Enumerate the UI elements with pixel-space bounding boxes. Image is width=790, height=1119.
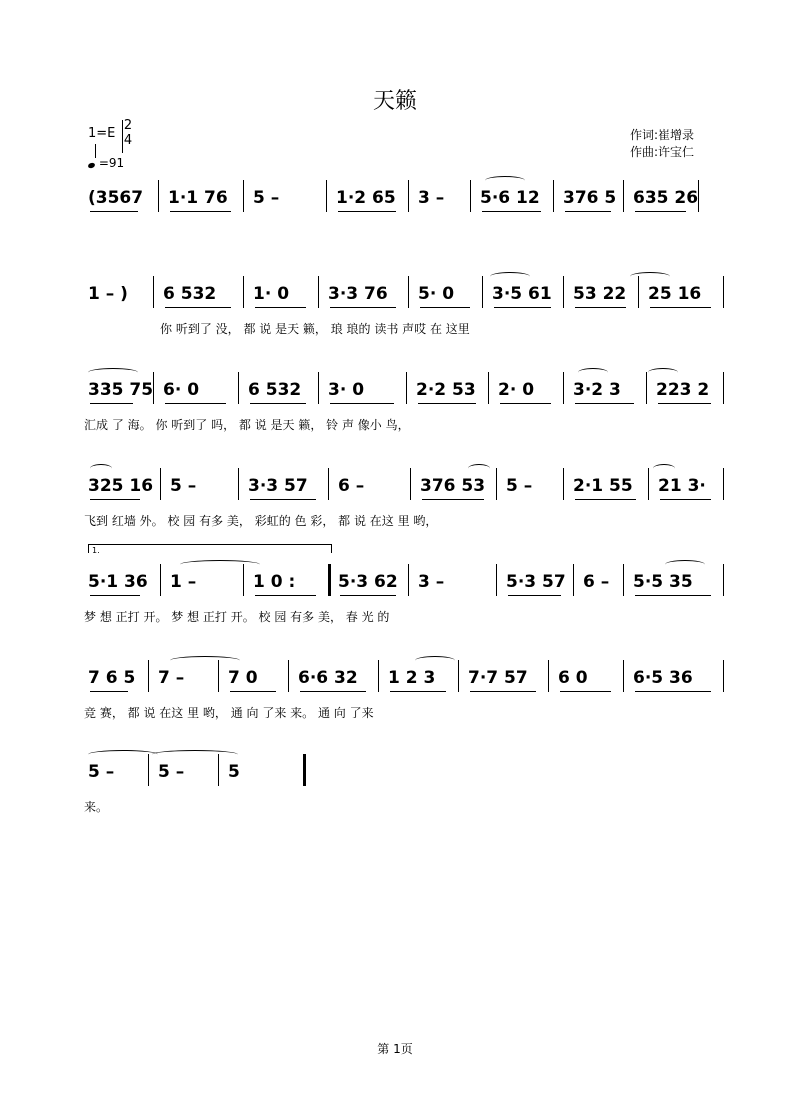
measure-notes: 3· 0 (328, 380, 365, 400)
notation-line (0, 658, 790, 698)
measure-notes: 1 – ) (88, 284, 128, 304)
lyrics-line: 飞到 红墙 外。 校 园 有多 美， 彩虹的 色 彩， 都 说 在这 里 哟， (84, 514, 438, 528)
beam-line (90, 691, 128, 692)
barline (496, 564, 497, 596)
measure-notes: 6 – (338, 476, 365, 496)
tie-slur (468, 464, 490, 473)
barline (563, 372, 564, 404)
barline (723, 276, 724, 308)
beam-line (635, 211, 686, 212)
measure-notes: 5·6 12 (480, 188, 540, 208)
tie-slur (152, 750, 238, 759)
barline (238, 372, 239, 404)
barline (470, 180, 471, 212)
barline (243, 180, 244, 212)
tie-slur (665, 560, 705, 569)
barline (238, 468, 239, 500)
measure-notes: 3·3 57 (248, 476, 308, 496)
barline (723, 372, 724, 404)
beam-line (165, 403, 226, 404)
score-row (0, 274, 790, 370)
measure-notes: 7·7 57 (468, 668, 528, 688)
score-row (0, 466, 790, 562)
time-signature (121, 118, 135, 148)
beam-line (250, 499, 316, 500)
barline (153, 276, 154, 308)
barline (318, 276, 319, 308)
barline (158, 180, 159, 212)
measure-notes: 1·1 76 (168, 188, 228, 208)
measure-notes: 5 – (88, 762, 115, 782)
barline (160, 564, 161, 596)
measure-notes: 21 3· (658, 476, 706, 496)
beam-line (508, 595, 561, 596)
beam-line (494, 307, 551, 308)
beam-line (338, 211, 396, 212)
tempo-value: =91 (98, 156, 125, 170)
barline (160, 468, 161, 500)
barline (326, 180, 327, 212)
beam-line (635, 595, 711, 596)
composer: 作曲:许宝仁 (630, 145, 695, 159)
measure-notes: 6 532 (248, 380, 302, 400)
tie-slur (578, 368, 608, 377)
measure-notes: 5 – (170, 476, 197, 496)
beam-line (90, 211, 138, 212)
barline (648, 468, 649, 500)
beam-line (482, 211, 541, 212)
measure-notes: 5·1 36 (88, 572, 148, 592)
page-footer: 第 1页 (377, 1042, 413, 1056)
volta-label: 1. (92, 546, 100, 555)
lyrics-line: 竞 赛， 都 说 在这 里 哟， 通 向 了来 来。 通 向 了来 (84, 706, 374, 720)
measure-notes: 1 0 : (253, 572, 296, 592)
tie-slur (170, 656, 240, 665)
barline (328, 468, 329, 500)
barline (698, 180, 699, 212)
tie-slur (88, 368, 138, 377)
measure-notes: 3·2 3 (573, 380, 621, 400)
beam-line (635, 691, 711, 692)
double-barline (328, 564, 331, 596)
beam-line (330, 307, 396, 308)
measure-notes: 6 – (583, 572, 610, 592)
measure-notes: 5·3 57 (506, 572, 566, 592)
beam-line (90, 595, 140, 596)
beam-line (250, 403, 306, 404)
barline (288, 660, 289, 692)
tie-slur (630, 272, 670, 281)
tie-slur (180, 560, 260, 569)
measure-notes: 3·5 61 (492, 284, 552, 304)
score-row (0, 178, 790, 274)
measure-notes: 376 53 (420, 476, 486, 496)
barline (496, 468, 497, 500)
beam-line (420, 307, 470, 308)
barline (488, 372, 489, 404)
beam-line (390, 691, 446, 692)
measure-notes: 6 532 (163, 284, 217, 304)
barline (458, 660, 459, 692)
lyrics-line: 梦 想 正打 开。 梦 想 正打 开。 校 园 有多 美， 春 光 的 (84, 610, 390, 624)
barline (408, 564, 409, 596)
barline (408, 276, 409, 308)
barline (723, 468, 724, 500)
measure-notes: 53 22 (573, 284, 627, 304)
beam-line (560, 691, 611, 692)
measure-notes: 2·1 55 (573, 476, 633, 496)
measure-notes: 1 – (170, 572, 197, 592)
beam-line (422, 499, 484, 500)
measure-notes: 5 – (253, 188, 280, 208)
beam-line (90, 499, 140, 500)
beam-line (575, 499, 636, 500)
barline (153, 372, 154, 404)
time-signature-top: 2 (123, 118, 133, 133)
beam-line (255, 595, 316, 596)
barline (573, 564, 574, 596)
lyrics-line: 你 听到了 没， 都 说 是天 籁， 琅 琅的 读书 声哎 在 这里 (160, 322, 470, 336)
score-row (0, 370, 790, 466)
barline (623, 180, 624, 212)
barline (410, 468, 411, 500)
barline (646, 372, 647, 404)
credits (630, 127, 694, 161)
measure-notes: 3·3 76 (328, 284, 388, 304)
lyrics-line: 来。 (84, 800, 109, 814)
beam-line (658, 403, 711, 404)
tempo-marking (88, 156, 124, 170)
beam-line (575, 307, 626, 308)
measure-notes: 6 0 (558, 668, 588, 688)
quarter-note-icon (87, 162, 95, 169)
measure-notes: 1· 0 (253, 284, 290, 304)
beam-line (90, 403, 133, 404)
song-title: 天籁 (372, 89, 417, 114)
measure-notes: 7 6 5 (88, 668, 136, 688)
lyrics-line: 汇成 了 海。 你 听到了 吗， 都 说 是天 籁， 铃 声 像小 鸟， (84, 418, 410, 432)
measure-notes: 1 2 3 (388, 668, 436, 688)
measure-notes: 5 – (506, 476, 533, 496)
barline (548, 660, 549, 692)
barline (243, 276, 244, 308)
measure-notes: 2·2 53 (416, 380, 476, 400)
time-signature-bottom: 4 (123, 133, 133, 148)
beam-line (340, 595, 396, 596)
beam-line (575, 403, 634, 404)
score-row (0, 752, 790, 848)
beam-line (170, 211, 231, 212)
notation-line (0, 178, 790, 218)
measure-notes: 5·5 35 (633, 572, 693, 592)
beam-line (565, 211, 611, 212)
measure-notes: 5 (228, 762, 240, 782)
measure-notes: 7 – (158, 668, 185, 688)
barline (563, 276, 564, 308)
tie-slur (653, 464, 675, 473)
key-prefix: 1=E (88, 126, 116, 141)
beam-line (330, 403, 394, 404)
beam-line (255, 307, 306, 308)
measure-notes: 7 0 (228, 668, 258, 688)
measure-notes: 5·3 62 (338, 572, 398, 592)
measure-notes: 223 2 (656, 380, 710, 400)
measure-notes: 376 5 (563, 188, 617, 208)
tie-slur (90, 464, 112, 473)
tie-slur (485, 176, 525, 185)
score-row (0, 562, 790, 658)
barline (406, 372, 407, 404)
barline (623, 564, 624, 596)
measure-notes: 325 16 (88, 476, 154, 496)
score-row (0, 658, 790, 754)
beam-line (660, 499, 711, 500)
measure-notes: 1·2 65 (336, 188, 396, 208)
key-signature (88, 118, 133, 148)
barline (623, 660, 624, 692)
measure-notes: 6·6 32 (298, 668, 358, 688)
beam-line (165, 307, 231, 308)
beam-line (230, 691, 276, 692)
beam-line (650, 307, 711, 308)
tie-slur (648, 368, 678, 377)
measure-notes: 3 – (418, 572, 445, 592)
beam-line (418, 403, 476, 404)
barline (318, 372, 319, 404)
lyricist: 作词:崔增录 (630, 128, 695, 142)
measure-notes: 6· 0 (163, 380, 200, 400)
double-barline (303, 754, 306, 786)
beam-line (470, 691, 536, 692)
measure-notes: 25 16 (648, 284, 702, 304)
measure-notes: 6·5 36 (633, 668, 693, 688)
measure-notes: 635 26 (633, 188, 699, 208)
measure-notes: 5· 0 (418, 284, 455, 304)
beam-line (300, 691, 366, 692)
tie-slur (490, 272, 530, 281)
measure-notes: 335 75 (88, 380, 154, 400)
measure-notes: (3567 (88, 188, 144, 208)
notation-line (0, 274, 790, 314)
barline (553, 180, 554, 212)
barline (148, 660, 149, 692)
measure-notes: 5 – (158, 762, 185, 782)
measure-notes: 3 – (418, 188, 445, 208)
tie-slur (88, 750, 158, 759)
barline (723, 660, 724, 692)
barline (723, 564, 724, 596)
barline (482, 276, 483, 308)
barline (563, 468, 564, 500)
measure-notes: 2· 0 (498, 380, 535, 400)
tie-slur (415, 656, 455, 665)
beam-line (500, 403, 551, 404)
barline (378, 660, 379, 692)
barline (408, 180, 409, 212)
